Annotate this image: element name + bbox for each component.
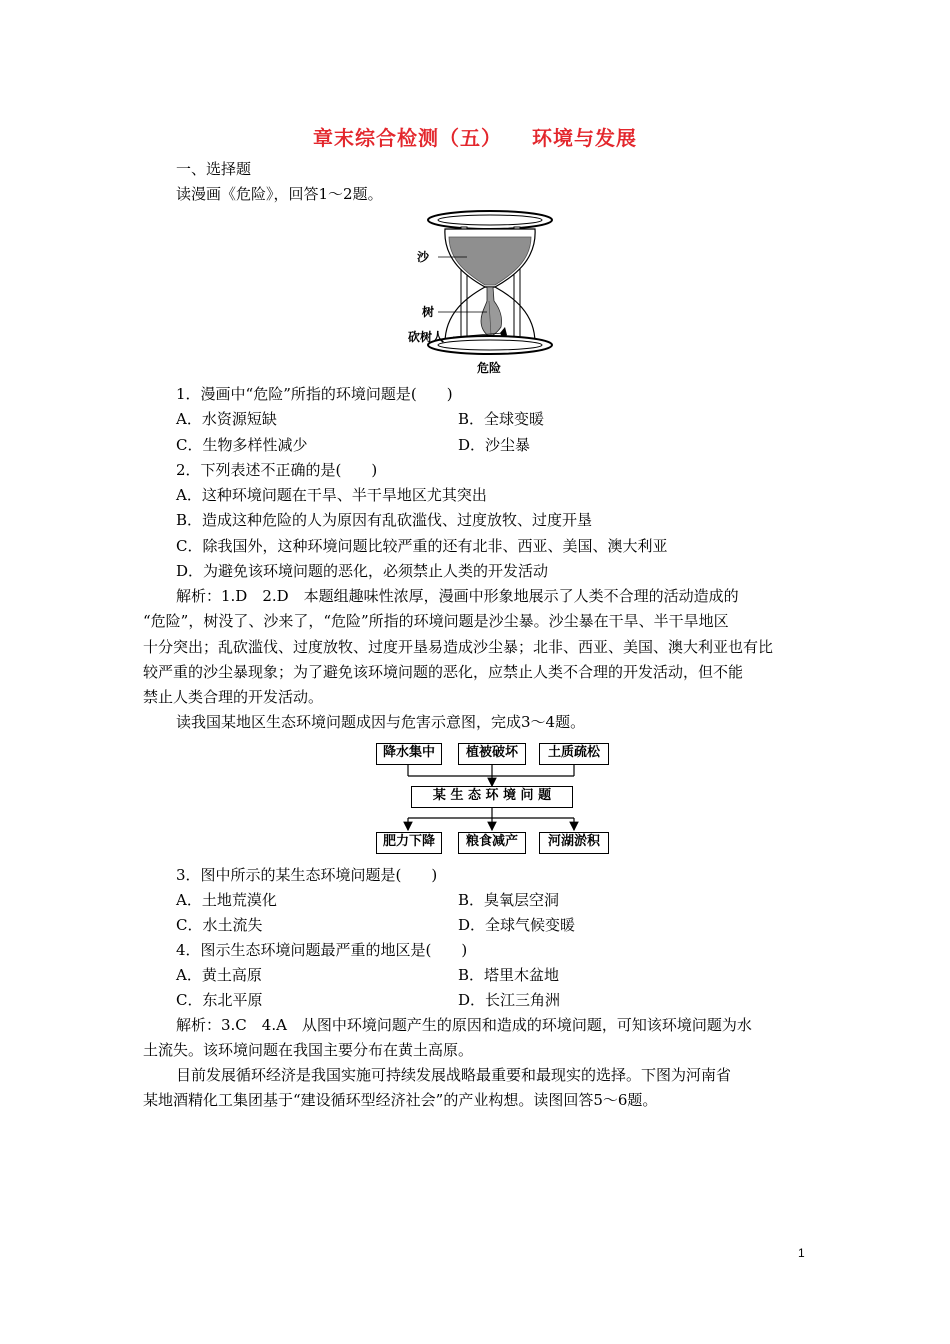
- figure-caption: 危险: [477, 361, 502, 375]
- q2-option-a: A．这种环境问题在干旱、半干旱地区尤其突出: [176, 486, 487, 504]
- q3-stem: 3．图中所示的某生态环境问题是( ): [176, 866, 438, 884]
- page-number: 1: [798, 1246, 805, 1260]
- q2-stem: 2．下列表述不正确的是( ): [176, 461, 378, 479]
- title-part2: 环境与发展: [532, 126, 637, 150]
- q4-option-d: D．长江三角洲: [458, 991, 561, 1009]
- q1-stem: 1．漫画中“危险”所指的环境问题是( ): [176, 385, 453, 403]
- analysis-1-line: 十分突出；乱砍滥伐、过度放牧、过度开垦易造成沙尘暴；北非、西亚、美国、澳大利亚也有比: [143, 638, 774, 656]
- q3-option-d: D．全球气候变暖: [458, 916, 576, 934]
- intro-3-line: 某地酒精化工集团基于“建设循环型经济社会”的产业构想。读图回答5～6题。: [143, 1091, 658, 1109]
- q2-option-d: D．为避免该环境问题的恶化，必须禁止人类的开发活动: [176, 562, 549, 580]
- intro-2: 读我国某地区生态环境问题成因与危害示意图，完成3～4题。: [176, 713, 586, 731]
- analysis-1-line: 禁止人类合理的开发活动。: [143, 688, 324, 706]
- q1-option-b: B．全球变暖: [458, 410, 545, 428]
- effect-box: 粮食减产: [458, 832, 526, 854]
- q1-option-c: C．生物多样性减少: [176, 436, 308, 454]
- q4-option-a: A．黄土高原: [176, 966, 262, 984]
- cause-effect-diagram: [372, 740, 612, 855]
- cause-box: 土质疏松: [539, 743, 609, 765]
- intro-3-line: 目前发展循环经济是我国实施可持续发展战略最重要和最现实的选择。下图为河南省: [176, 1066, 732, 1084]
- q2-option-b: B．造成这种危险的人为原因有乱砍滥伐、过度放牧、过度开垦: [176, 511, 593, 529]
- effect-box: 河湖淤积: [539, 832, 609, 854]
- analysis-2-line: 土流失。该环境问题在我国主要分布在黄土高原。: [143, 1041, 474, 1059]
- section-heading: 一、选择题: [176, 160, 252, 178]
- analysis-1-line: 解析：1.D 2.D 本题组趣味性浓厚，漫画中形象地展示了人类不合理的活动造成的: [176, 587, 739, 605]
- label-sand: 沙: [417, 250, 430, 264]
- analysis-1-line: 较严重的沙尘暴现象；为了避免该环境问题的恶化，应禁止人类不合理的开发活动，但不能: [143, 663, 744, 681]
- title-part1: 章末综合检测（五）: [313, 126, 502, 150]
- q2-option-c: C．除我国外，这种环境问题比较严重的还有北非、西亚、美国、澳大利亚: [176, 537, 668, 555]
- label-tree: 树: [422, 305, 435, 319]
- q1-option-a: A．水资源短缺: [176, 410, 277, 428]
- label-tree-cutter: 砍树人: [408, 330, 445, 344]
- q4-stem: 4．图示生态环境问题最严重的地区是( ): [176, 941, 468, 959]
- q3-option-b: B．臭氧层空洞: [458, 891, 560, 909]
- q4-option-b: B．塔里木盆地: [458, 966, 560, 984]
- cause-box: 降水集中: [376, 743, 442, 765]
- q4-option-c: C．东北平原: [176, 991, 263, 1009]
- effect-box: 肥力下降: [376, 832, 442, 854]
- cause-box: 植被破坏: [458, 743, 526, 765]
- intro-1: 读漫画《危险》，回答1～2题。: [176, 185, 383, 203]
- q3-option-a: A．土地荒漠化: [176, 891, 277, 909]
- q3-option-c: C．水土流失: [176, 916, 263, 934]
- analysis-2-line: 解析：3.C 4.A 从图中环境问题产生的原因和造成的环境问题，可知该环境问题为水: [176, 1016, 752, 1034]
- analysis-1-line: “危险”，树没了、沙来了，“危险”所指的环境问题是沙尘暴。沙尘暴在干旱、半干旱地区: [143, 612, 729, 630]
- hourglass-cartoon: [405, 205, 575, 377]
- problem-box: 某 生 态 环 境 问 题: [411, 786, 573, 808]
- q1-option-d: D．沙尘暴: [458, 436, 531, 454]
- page-title: [0, 122, 950, 151]
